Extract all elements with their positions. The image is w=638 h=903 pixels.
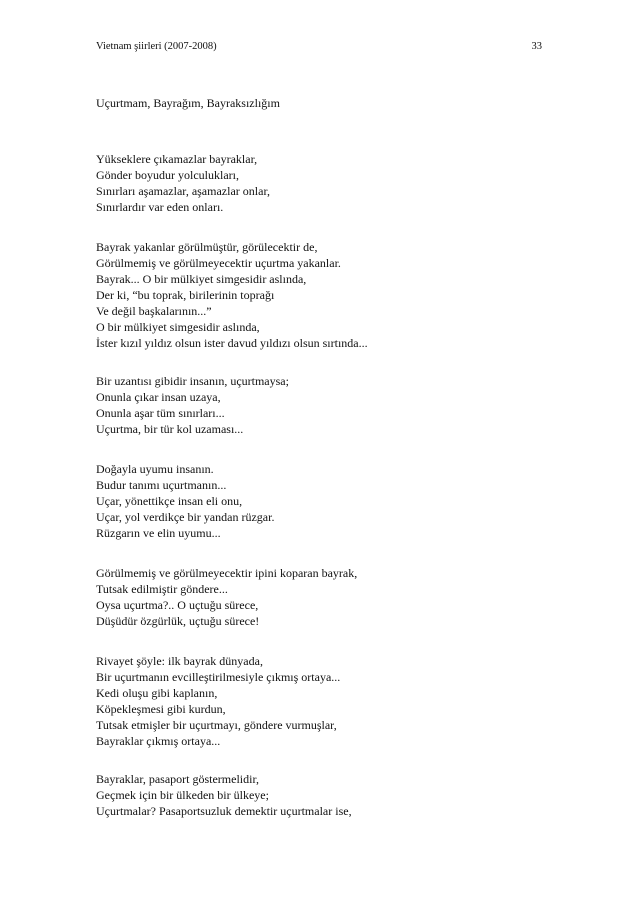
poem-line: Tutsak edilmiştir göndere... bbox=[96, 582, 228, 596]
stanza-1 bbox=[96, 151, 556, 215]
poem-line: Gönder boyudur yolculukları, bbox=[96, 168, 239, 182]
poem-line: Düşüdür özgürlük, uçtuğu sürece! bbox=[96, 614, 260, 628]
poem-line: Bayrak... O bir mülkiyet simgesidir aslında, bbox=[96, 272, 307, 286]
poem-line: Tutsak etmişler bir uçurtmayı, göndere vurmuşlar, bbox=[96, 718, 337, 732]
poem-line: Bir uzantısı gibidir insanın, uçurtmaysa; bbox=[96, 374, 289, 388]
poem-line: Der ki, “bu toprak, birilerinin toprağı bbox=[96, 288, 275, 302]
poem-line: Rüzgarın ve elin uyumu... bbox=[96, 526, 221, 540]
poem-line: Bir uçurtmanın evcilleştirilmesiyle çıkmış ortaya... bbox=[96, 670, 341, 684]
poem-line: Bayraklar, pasaport göstermelidir, bbox=[96, 772, 259, 786]
running-header bbox=[96, 40, 542, 54]
page-number: 33 bbox=[531, 41, 542, 52]
poem-line: Uçurtmalar? Pasaportsuzluk demektir uçurtmalar ise, bbox=[96, 804, 352, 818]
stanza-5 bbox=[96, 565, 556, 629]
poem-line: Bayraklar çıkmış ortaya... bbox=[96, 734, 221, 748]
poem-line: Oysa uçurtma?.. O uçtuğu sürece, bbox=[96, 598, 259, 612]
poem-line: Onunla çıkar insan uzaya, bbox=[96, 390, 221, 404]
poem-line: Doğayla uyumu insanın. bbox=[96, 462, 214, 476]
poem-line: Kedi oluşu gibi kaplanın, bbox=[96, 686, 218, 700]
poem-line: Geçmek için bir ülkeden bir ülkeye; bbox=[96, 788, 269, 802]
poem-line: Uçar, yol verdikçe bir yandan rüzgar. bbox=[96, 510, 275, 524]
stanza-3 bbox=[96, 373, 556, 437]
poem-line: Uçurtma, bir tür kol uzaması... bbox=[96, 422, 244, 436]
poem-line: Budur tanımı uçurtmanın... bbox=[96, 478, 227, 492]
poem-line: Köpekleşmesi gibi kurdun, bbox=[96, 702, 226, 716]
stanza-6 bbox=[96, 653, 556, 749]
poem-title: Uçurtmam, Bayrağım, Bayraksızlığım bbox=[96, 96, 280, 110]
poem-line: Yükseklere çıkamazlar bayraklar, bbox=[96, 152, 258, 166]
poem-line: Görülmemiş ve görülmeyecektir ipini koparan bayrak, bbox=[96, 566, 358, 580]
header-title: Vietnam şiirleri (2007-2008) bbox=[96, 41, 217, 52]
stanza-4 bbox=[96, 461, 556, 541]
poem-line: Sınırlardır var eden onları. bbox=[96, 200, 224, 214]
poem-line: Rivayet şöyle: ilk bayrak dünyada, bbox=[96, 654, 263, 668]
poem-line: Ve değil başkalarının...” bbox=[96, 304, 212, 318]
poem-line: İster kızıl yıldız olsun ister davud yıldızı olsun sırtında... bbox=[96, 336, 368, 350]
poem-line: Uçar, yönettikçe insan eli onu, bbox=[96, 494, 243, 508]
stanza-7 bbox=[96, 771, 556, 819]
poem-line: Onunla aşar tüm sınırları... bbox=[96, 406, 225, 420]
poem-line: O bir mülkiyet simgesidir aslında, bbox=[96, 320, 260, 334]
poem-line: Bayrak yakanlar görülmüştür, görülecektir de, bbox=[96, 240, 318, 254]
poem-line: Görülmemiş ve görülmeyecektir uçurtma yakanlar. bbox=[96, 256, 341, 270]
stanza-2 bbox=[96, 239, 556, 351]
poem-line: Sınırları aşamazlar, aşamazlar onlar, bbox=[96, 184, 270, 198]
